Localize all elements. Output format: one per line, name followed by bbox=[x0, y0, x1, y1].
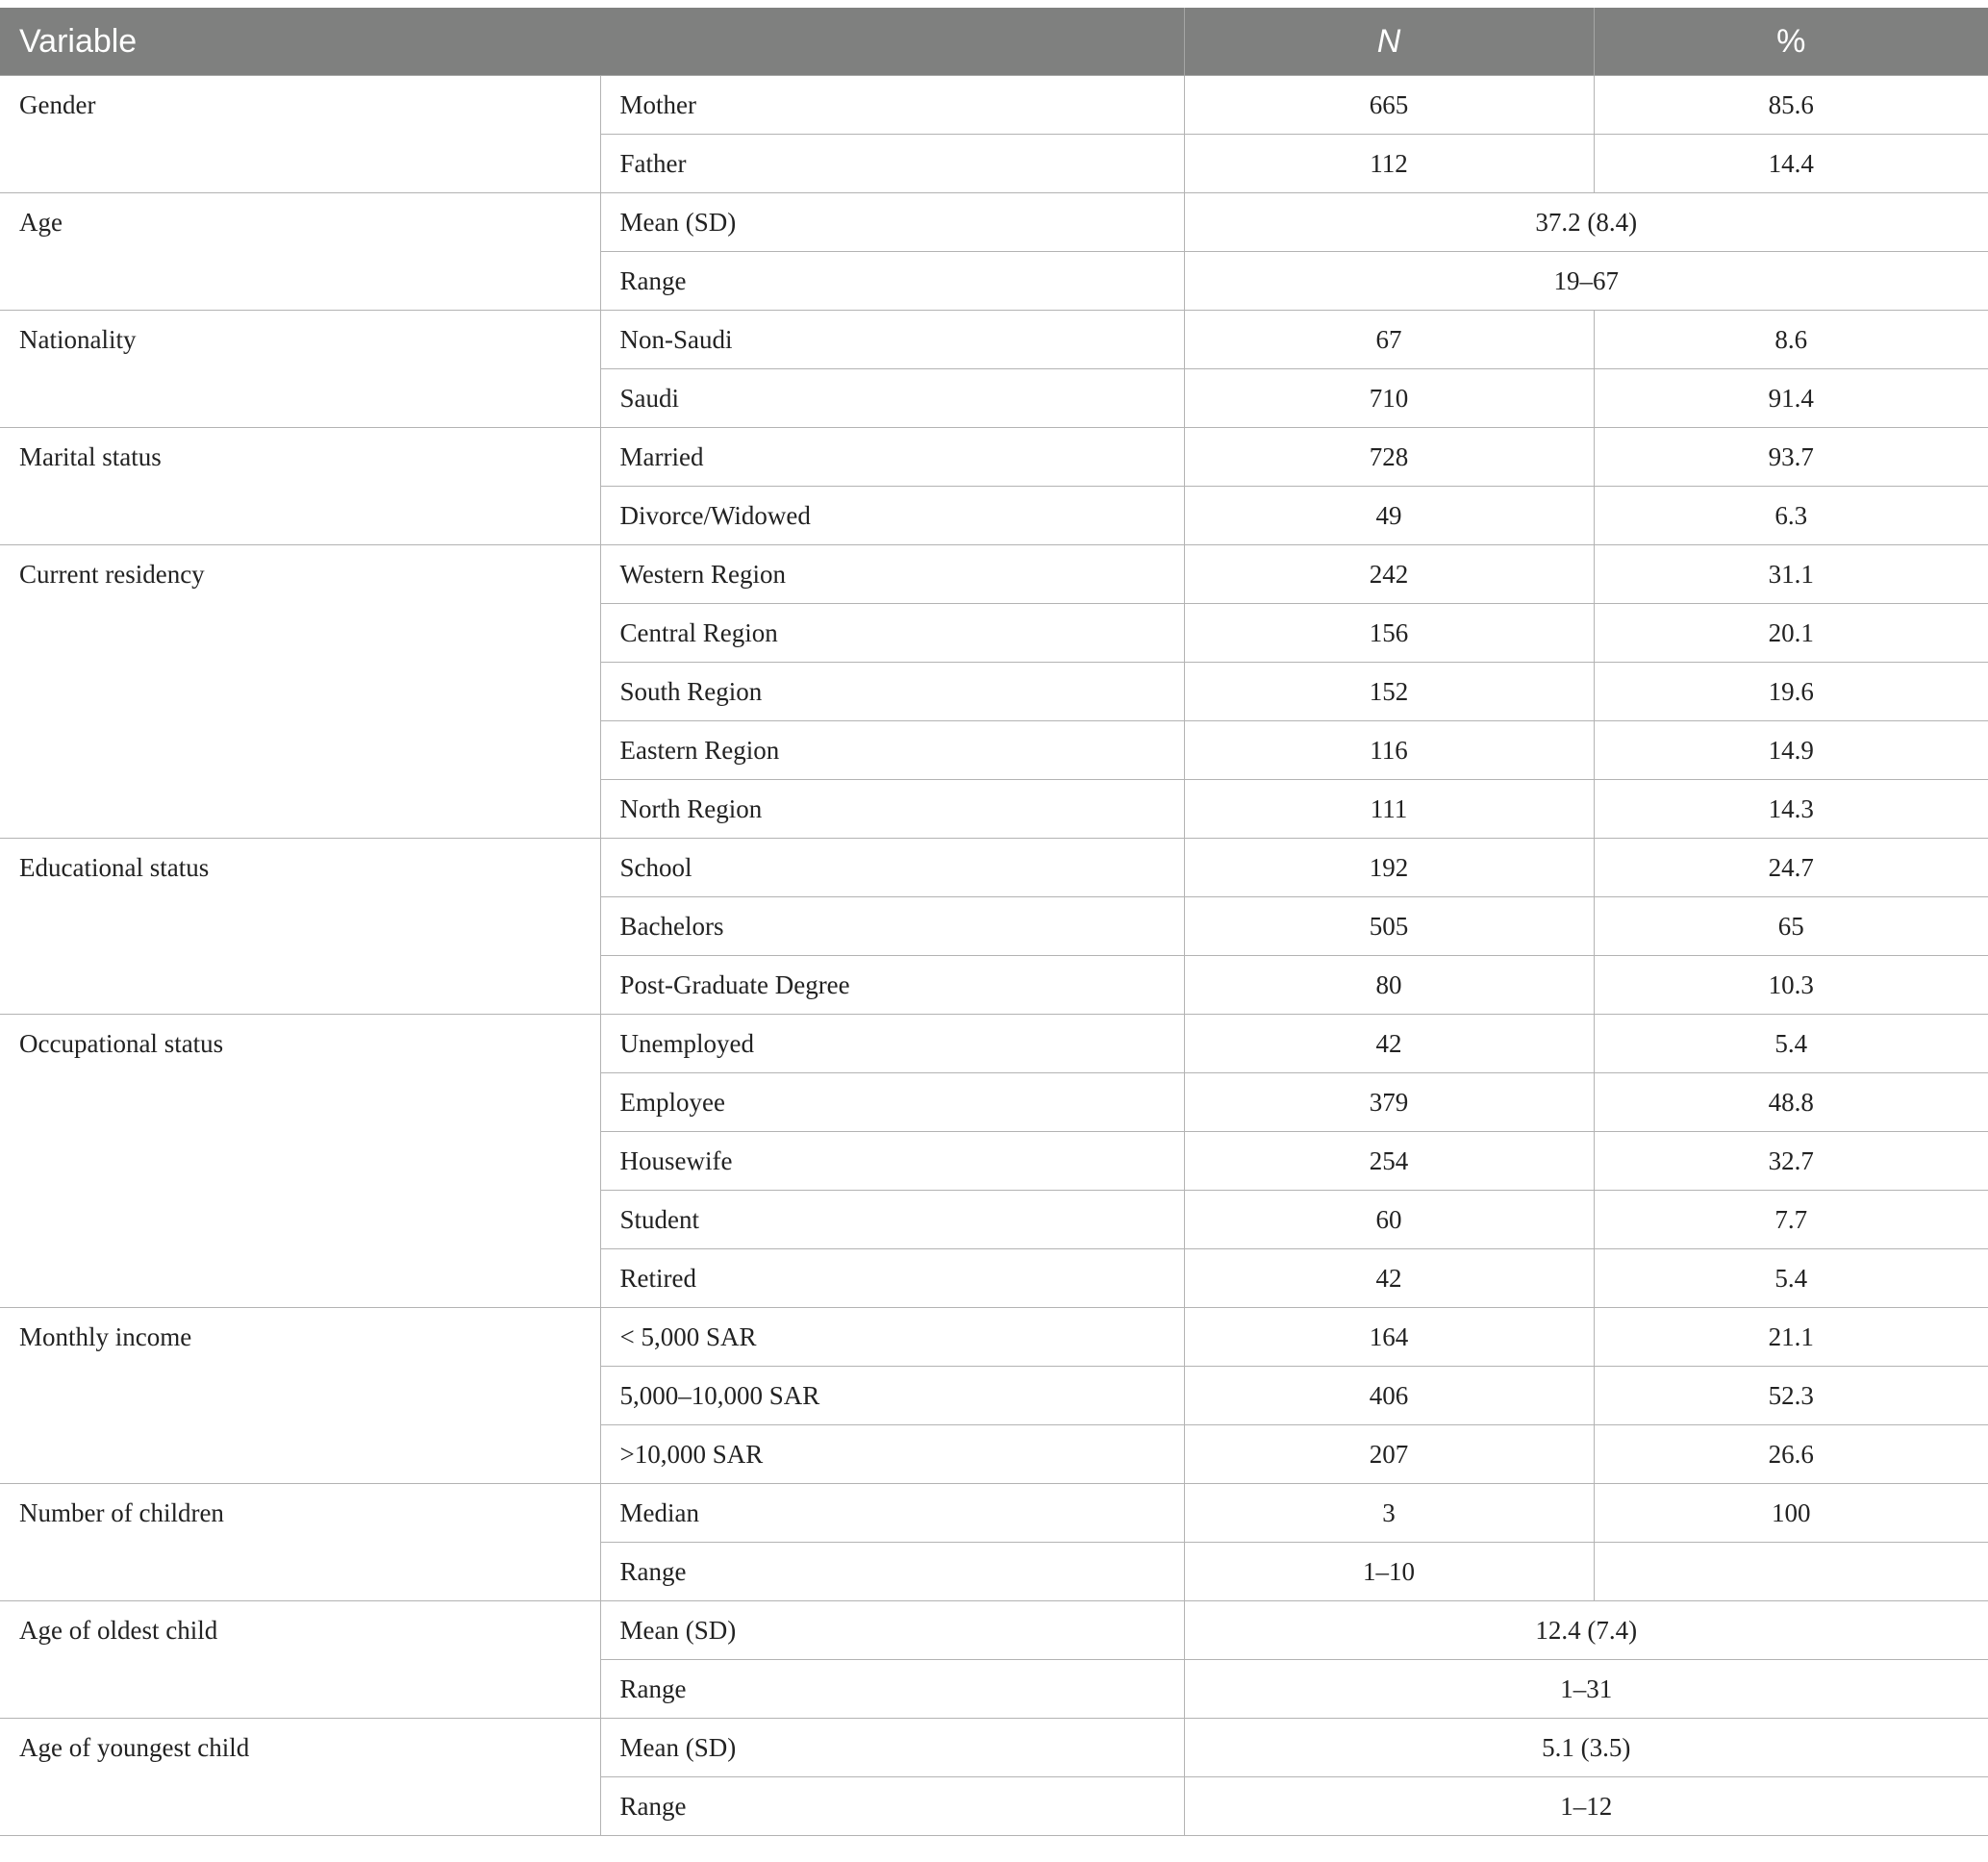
percent-value: 14.3 bbox=[1594, 780, 1988, 839]
variable-group-label: Monthly income bbox=[0, 1308, 600, 1484]
category-label: Unemployed bbox=[600, 1015, 1184, 1073]
table-row bbox=[0, 1308, 1988, 1367]
count-value: 152 bbox=[1184, 663, 1594, 721]
table-row bbox=[0, 311, 1988, 369]
percent-value: 19.6 bbox=[1594, 663, 1988, 721]
variable-group-label: Gender bbox=[0, 76, 600, 193]
header-n: N bbox=[1184, 8, 1594, 76]
count-value: 112 bbox=[1184, 135, 1594, 193]
count-value: 710 bbox=[1184, 369, 1594, 428]
category-label: Housewife bbox=[600, 1132, 1184, 1191]
variable-group-label: Number of children bbox=[0, 1484, 600, 1601]
header-variable: Variable bbox=[0, 8, 1184, 76]
category-label: Range bbox=[600, 1660, 1184, 1719]
count-value: 42 bbox=[1184, 1249, 1594, 1308]
table-body bbox=[0, 76, 1988, 1836]
summary-value: 37.2 (8.4) bbox=[1184, 193, 1988, 252]
variable-group-label: Marital status bbox=[0, 428, 600, 545]
category-label: Divorce/Widowed bbox=[600, 487, 1184, 545]
percent-value: 31.1 bbox=[1594, 545, 1988, 604]
summary-value: 1–12 bbox=[1184, 1777, 1988, 1836]
category-label: Median bbox=[600, 1484, 1184, 1543]
count-value: 242 bbox=[1184, 545, 1594, 604]
variable-group-label: Nationality bbox=[0, 311, 600, 428]
category-label: School bbox=[600, 839, 1184, 897]
category-label: Married bbox=[600, 428, 1184, 487]
count-value: 49 bbox=[1184, 487, 1594, 545]
category-label: South Region bbox=[600, 663, 1184, 721]
percent-value: 14.4 bbox=[1594, 135, 1988, 193]
percent-value: 52.3 bbox=[1594, 1367, 1988, 1425]
category-label: Student bbox=[600, 1191, 1184, 1249]
category-label: Mean (SD) bbox=[600, 1601, 1184, 1660]
count-value: 67 bbox=[1184, 311, 1594, 369]
percent-value: 65 bbox=[1594, 897, 1988, 956]
category-label: Mean (SD) bbox=[600, 193, 1184, 252]
percent-value: 93.7 bbox=[1594, 428, 1988, 487]
percent-value: 8.6 bbox=[1594, 311, 1988, 369]
count-value: 164 bbox=[1184, 1308, 1594, 1367]
category-label: Father bbox=[600, 135, 1184, 193]
category-label: Employee bbox=[600, 1073, 1184, 1132]
summary-value: 12.4 (7.4) bbox=[1184, 1601, 1988, 1660]
category-label: Central Region bbox=[600, 604, 1184, 663]
table-row bbox=[0, 1601, 1988, 1660]
percent-value: 7.7 bbox=[1594, 1191, 1988, 1249]
category-label: Mother bbox=[600, 76, 1184, 135]
category-label: North Region bbox=[600, 780, 1184, 839]
category-label: Retired bbox=[600, 1249, 1184, 1308]
table-row bbox=[0, 193, 1988, 252]
table-row bbox=[0, 428, 1988, 487]
count-value: 60 bbox=[1184, 1191, 1594, 1249]
category-label: 5,000–10,000 SAR bbox=[600, 1367, 1184, 1425]
variable-group-label: Age of youngest child bbox=[0, 1719, 600, 1836]
count-value: 192 bbox=[1184, 839, 1594, 897]
percent-value: 48.8 bbox=[1594, 1073, 1988, 1132]
category-label: Range bbox=[600, 1543, 1184, 1601]
percent-value: 20.1 bbox=[1594, 604, 1988, 663]
category-label: Non-Saudi bbox=[600, 311, 1184, 369]
count-value: 406 bbox=[1184, 1367, 1594, 1425]
table-row bbox=[0, 76, 1988, 135]
count-value: 156 bbox=[1184, 604, 1594, 663]
table-row bbox=[0, 1015, 1988, 1073]
percent-value: 21.1 bbox=[1594, 1308, 1988, 1367]
count-value: 111 bbox=[1184, 780, 1594, 839]
percent-value: 14.9 bbox=[1594, 721, 1988, 780]
variable-group-label: Age bbox=[0, 193, 600, 311]
count-value: 116 bbox=[1184, 721, 1594, 780]
percent-value bbox=[1594, 1543, 1988, 1601]
category-label: Mean (SD) bbox=[600, 1719, 1184, 1777]
variable-group-label: Current residency bbox=[0, 545, 600, 839]
percent-value: 24.7 bbox=[1594, 839, 1988, 897]
variable-group-label: Educational status bbox=[0, 839, 600, 1015]
summary-value: 5.1 (3.5) bbox=[1184, 1719, 1988, 1777]
category-label: Range bbox=[600, 252, 1184, 311]
count-value: 728 bbox=[1184, 428, 1594, 487]
count-value: 379 bbox=[1184, 1073, 1594, 1132]
percent-value: 26.6 bbox=[1594, 1425, 1988, 1484]
header-percent: % bbox=[1594, 8, 1988, 76]
count-value: 3 bbox=[1184, 1484, 1594, 1543]
count-value: 505 bbox=[1184, 897, 1594, 956]
category-label: < 5,000 SAR bbox=[600, 1308, 1184, 1367]
percent-value: 5.4 bbox=[1594, 1015, 1988, 1073]
header-row bbox=[0, 8, 1988, 76]
table-row bbox=[0, 1484, 1988, 1543]
percent-value: 10.3 bbox=[1594, 956, 1988, 1015]
summary-value: 1–31 bbox=[1184, 1660, 1988, 1719]
category-label: Post-Graduate Degree bbox=[600, 956, 1184, 1015]
count-value: 254 bbox=[1184, 1132, 1594, 1191]
category-label: Saudi bbox=[600, 369, 1184, 428]
category-label: Western Region bbox=[600, 545, 1184, 604]
percent-value: 91.4 bbox=[1594, 369, 1988, 428]
count-value: 207 bbox=[1184, 1425, 1594, 1484]
count-value: 42 bbox=[1184, 1015, 1594, 1073]
count-value: 80 bbox=[1184, 956, 1594, 1015]
variable-group-label: Age of oldest child bbox=[0, 1601, 600, 1719]
table-row bbox=[0, 1719, 1988, 1777]
table-row bbox=[0, 839, 1988, 897]
percent-value: 32.7 bbox=[1594, 1132, 1988, 1191]
summary-value: 19–67 bbox=[1184, 252, 1988, 311]
category-label: Range bbox=[600, 1777, 1184, 1836]
category-label: Eastern Region bbox=[600, 721, 1184, 780]
demographics-table bbox=[0, 8, 1988, 1836]
category-label: >10,000 SAR bbox=[600, 1425, 1184, 1484]
percent-value: 100 bbox=[1594, 1484, 1988, 1543]
count-value: 1–10 bbox=[1184, 1543, 1594, 1601]
table-row bbox=[0, 545, 1988, 604]
percent-value: 85.6 bbox=[1594, 76, 1988, 135]
count-value: 665 bbox=[1184, 76, 1594, 135]
percent-value: 6.3 bbox=[1594, 487, 1988, 545]
percent-value: 5.4 bbox=[1594, 1249, 1988, 1308]
category-label: Bachelors bbox=[600, 897, 1184, 956]
variable-group-label: Occupational status bbox=[0, 1015, 600, 1308]
